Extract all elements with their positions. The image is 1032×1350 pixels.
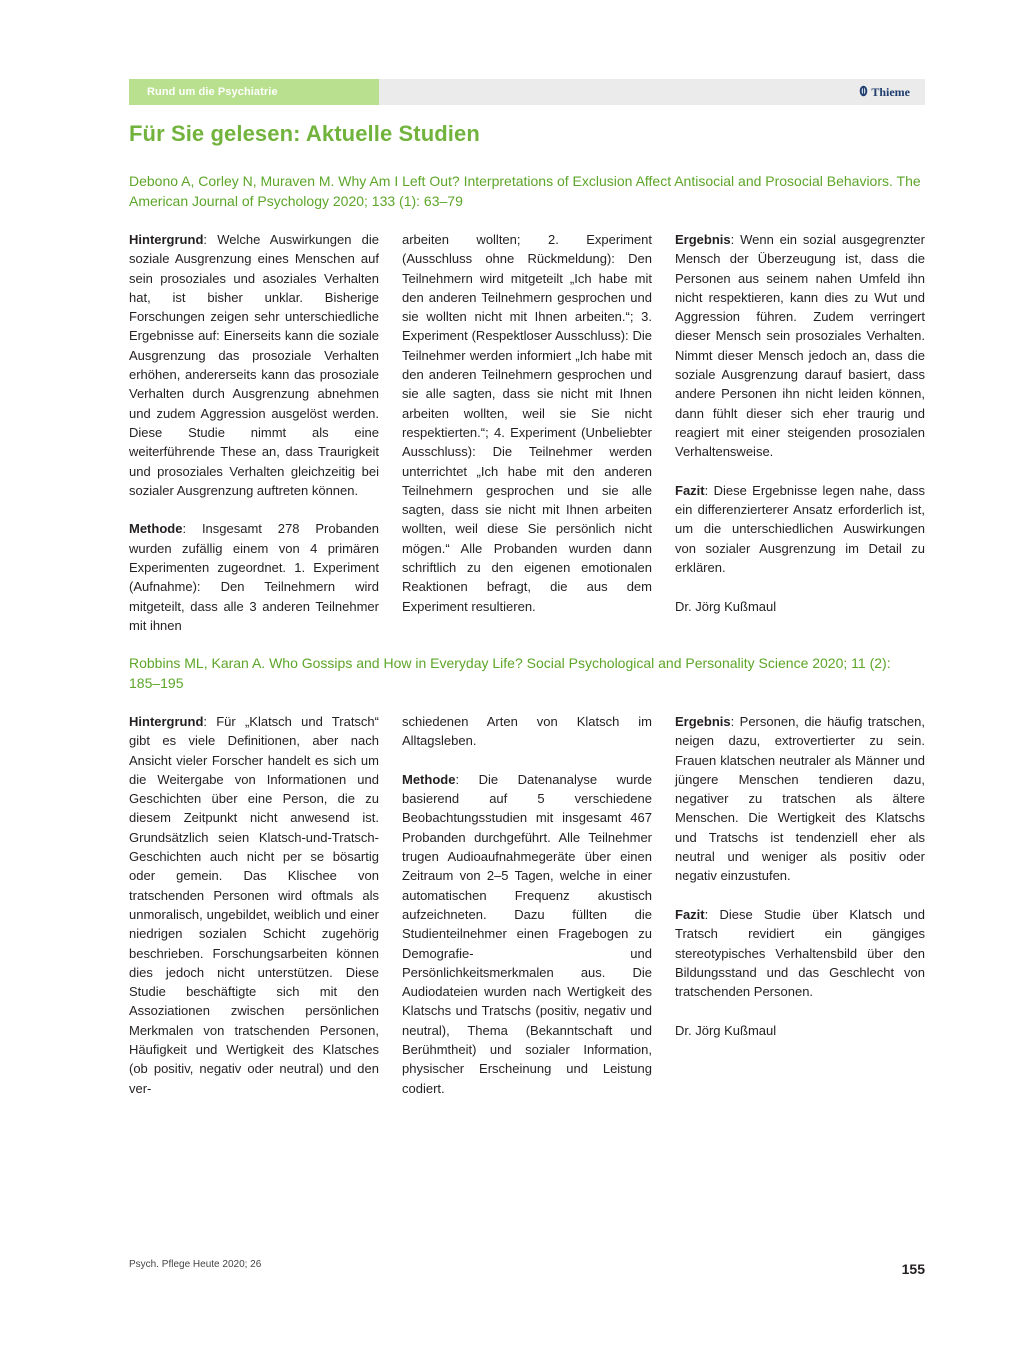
label-hintergrund: Hintergrund	[129, 714, 204, 729]
paragraph-ergebnis	[675, 230, 925, 462]
paragraph-methode-continued: arbeiten wollten; 2. Experiment (Ausschluss ohne Rückmeldung): Den Teilnehmern wird mitgeteilt „Ich habe mit den anderen Teilnehmern gesprochen und sie wollten nicht mit Ihnen arbeiten.“; 3. Experiment (Respektloser Ausschluss): Die Teilnehmer werden informiert „Ich habe mit den anderen Teilnehmern gesprochen und sie alle sagten, dass sie nicht mit Ihnen arbeiten wollten, weil sie Sie nicht respektierten.“; 4. Experiment (Unbeliebter Ausschluss): Die Teilnehmer werden unterrichtet „Ich habe mit den anderen Teilnehmern gesprochen und sie alle sagten, dass sie nicht mit Ihnen arbeiten wollten, weil diese Sie persönlich nicht mögen.“ Alle Probanden wurden dann schriftlich zu den eigenen emotionalen Reaktionen befragt, die aus dem Experiment resultieren.	[402, 232, 652, 614]
article-1-column-2	[402, 230, 652, 635]
page-title: Für Sie gelesen: Aktuelle Studien	[129, 121, 480, 146]
publisher-name: Thieme	[871, 85, 910, 99]
text-methode: : Insgesamt 278 Probanden wurden zufällig einem von 4 primären Experimenten zugeordnet. 1. Experiment (Aufnahme): Den Teilnehmern wird mitgeteilt, dass alle 3 anderen Teilnehmer mit ihnen	[129, 521, 379, 633]
section-tab	[129, 79, 379, 105]
article-2-column-2	[402, 712, 652, 1117]
page-number: 155	[901, 1261, 925, 1277]
thieme-logo-icon	[859, 85, 868, 97]
label-hintergrund: Hintergrund	[129, 232, 204, 247]
author-signature: Dr. Jörg Kußmaul	[675, 598, 777, 614]
section-header-bar	[129, 79, 925, 105]
paragraph-hintergrund	[129, 230, 379, 500]
text-hintergrund: : Welche Auswirkungen die soziale Ausgrenzung eines Menschen auf sein prosoziales und asoziales Verhalten hat, ist bisher unklar. Bisherige Forschungen zeigen sehr unterschiedliche Ergebnisse auf: Einerseits kann die soziale Ausgrenzung das prosoziale Verhalten erhöhen, andererseits kann das prosoziale Verhalten durch Ausgrenzung abnehmen und zudem Aggression ausgelöst werden. Diese Studie nimmt als eine weiterführende These an, dass Traurigkeit und prosoziales Verhalten gleichzeitig bei sozialer Ausgrenzung auftreten können.	[129, 232, 379, 498]
text-ergebnis: : Wenn ein sozial ausgegrenzter Mensch der Überzeugung ist, dass die Personen aus seinem nahen Umfeld ihn nicht respektieren, kann dies zu Wut und Aggression führen. Zudem verringert dieser Mensch sein prosoziales Verhalten. Nimmt dieser Mensch jedoch an, dass die soziale Ausgrenzung darauf basiert, dass andere Personen ihn nicht leiden können, dann fühlt dieser sich eher traurig und reagiert mit einer steigenden prosozialen Verhaltensweise.	[675, 232, 925, 460]
section-label: Rund um die Psychiatrie	[147, 86, 278, 98]
article-citation: Robbins ML, Karan A. Who Gossips and How in Everyday Life? Social Psychological and Personality Science 2020; 11 (2): 185–195	[129, 655, 891, 691]
paragraph-hintergrund	[129, 712, 379, 1098]
paragraph-methode	[129, 519, 379, 635]
label-ergebnis: Ergebnis	[675, 232, 731, 247]
paragraph-hintergrund-continued: schiedenen Arten von Klatsch im Alltagsleben.	[402, 714, 652, 749]
article-1-column-1	[129, 230, 379, 655]
article-2-column-1	[129, 712, 379, 1117]
article-2-column-3	[675, 712, 925, 1059]
article-citation: Debono A, Corley N, Muraven M. Why Am I Left Out? Interpretations of Exclusion Affect Antisocial and Prosocial Behaviors. The American Journal of Psychology 2020; 133 (1): 63–79	[129, 173, 921, 209]
text-hintergrund: : Für „Klatsch und Tratsch“ gibt es viele Definitionen, aber nach Ansicht vieler Forscher handelt es sich um die Weitergabe von Informationen und Geschichten über eine Person, die zu diesem Zeitpunkt nicht anwesend ist. Grundsätzlich seien Klatsch-und-Tratsch-Geschichten auch nicht per se bösartig oder gemein. Das Klischee von tratschenden Personen wird oftmals als unmoralisch, ungebildet, weiblich und einer niedrigen sozialen Schicht zugehörig beschrieben. Forschungsarbeiten können dies jedoch nicht unterstützen. Diese Studie beschäftigte sich mit den Assoziationen zwischen persönlichen Merkmalen von tratschenden Personen, Häufigkeit und Wertigkeit des Klatsches (ob positiv, negativ oder neutral) und den ver-	[129, 714, 379, 1096]
paragraph-ergebnis	[675, 712, 925, 886]
paragraph-methode	[402, 770, 652, 1098]
text-fazit: : Diese Studie über Klatsch und Tratsch revidiert ein gängiges stereotypisches Verhaltensbild über den Bildungsstand und das Geschlecht von tratschenden Personen.	[675, 906, 925, 1000]
text-ergebnis: : Personen, die häufig tratschen, neigen dazu, extrovertierter zu sein. Frauen klatschen neutraler als Männer und jüngere Menschen tendieren dazu, negativer zu tratschen als ältere Menschen. Die Wertigkeit des Klatschs und Tratschs ist tendenziell eher als neutral und weniger als positiv oder negativ einzustufen.	[675, 714, 925, 884]
text-fazit: : Diese Ergebnisse legen nahe, dass ein differenzierterer Ansatz erforderlich ist, um die unterschiedlichen Auswirkungen von sozialer Ausgrenzung im Detail zu erklären.	[675, 482, 925, 576]
label-fazit: Fazit	[675, 482, 705, 498]
paragraph-fazit	[675, 481, 925, 577]
author-signature: Dr. Jörg Kußmaul	[675, 1022, 777, 1038]
label-ergebnis: Ergebnis	[675, 714, 731, 729]
text-methode: : Die Datenanalyse wurde basierend auf 5 verschiedene Beobachtungsstudien mit insgesamt 467 Probanden durchgeführt. Alle Teilnehmer trugen Audioaufnahmegeräte über einen Zeitraum von 2–5 Tagen, welche in einer automatischen Frequenz akustisch aufzeichneten. Dazu füllten die Studienteilnehmer einen Fragebogen zu Demografie- und Persönlichkeitsmerkmalen aus. Die Audiodateien wurden nach Wertigkeit des Klatschs und Tratschs (positiv, negativ und neutral), Thema (Bekanntschaft und Berühmtheit) und sozialer Information, physischer Erscheinung und Leistung codiert.	[402, 771, 652, 1096]
label-methode: Methode	[402, 771, 456, 787]
publisher-brand	[859, 79, 910, 105]
article-1-column-3	[675, 230, 925, 635]
footer-journal-reference: Psych. Pflege Heute 2020; 26	[129, 1259, 262, 1270]
label-fazit: Fazit	[675, 906, 705, 922]
label-methode: Methode	[129, 521, 183, 537]
paragraph-fazit	[675, 905, 925, 1001]
